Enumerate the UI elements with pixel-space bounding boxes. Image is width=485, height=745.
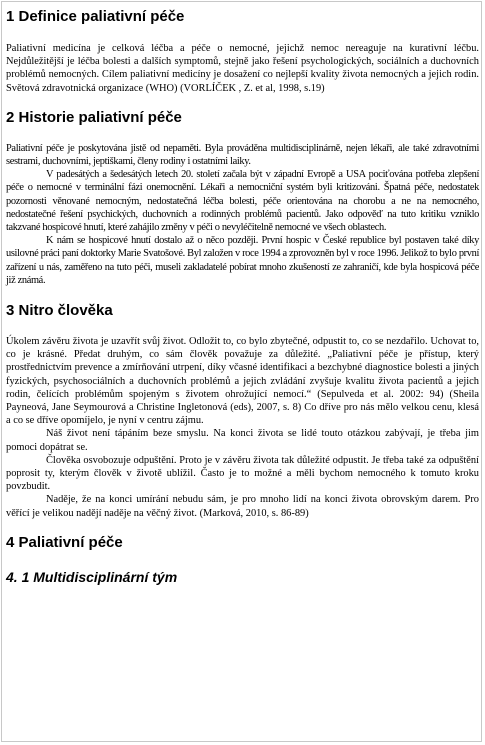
heading-definice: 1 Definice paliativní péče — [6, 8, 185, 25]
paragraph-nitro-2: Náš život není tápáním beze smyslu. Na konci života se lidé touto otázkou zabývají, je třeba jim pomoci dopátrat se. — [6, 428, 479, 453]
paragraph-nitro-3: Člověka osvobozuje odpuštění. Proto je v závěru života tak důležité odpustit. Je třeba také za odpuštění poprosit ty, kterým člověk v životě ublížil. Často je to možné a měli bychom nemocného k tomuto kroku povzbudit. — [6, 454, 479, 493]
document-page — [1, 1, 482, 742]
paragraph-historie-3: K nám se hospicové hnutí dostalo až o něco později. První hospic v České republice byl postaven také díky usilovné práci paní doktorky Marie Svatošové. Byl založen v roce 1994 a zprovozněn byl v roce 1996. Jelikož to bylo první zařízení u nás, zaměřeno na tuto péči, museli zakladatelé pobírat mnoho zkušeností ze zahraničí, kde byla hospicová péče již známá. — [6, 235, 479, 286]
document-content — [6, 8, 479, 586]
heading-nitro: 3 Nitro člověka — [6, 302, 113, 320]
heading-paliativni-pece: 4 Paliativní péče — [6, 533, 123, 551]
paragraph-nitro-1: Úkolem závěru života je uzavřít svůj život. Odložit to, co bylo zbytečné, odpustit to, co se nezdařilo. Uchovat to, co je krásné. Předat druhým, co sám člověk považuje za důležité. „Paliativní péče je přístup, který prostřednictvím prevence a zmírňování utrpení, díky včasné identifikaci a bezchybné diagnostice bolesti a jiných fyzických, psychosociálních a duchovních problémů a jejich zvládání zvyšuje kvalitu života pacientů a jejich rodin, čelících problémům spojeným s životem ohrožující nemocí.“ (Sepulveda et al. 2002: 94) (Sheila Payneová, Jane Seymourová a Christine Ingletonová (eds), 2007, s. 8) Co dříve pro nás mělo velkou cenu, klesá a co se dříve opomíjelo, je nyní v centru zájmu. — [6, 336, 479, 427]
heading-historie: 2 Historie paliativní péče — [6, 108, 182, 126]
paragraph-historie-1: Paliativní péče je poskytována jistě od nepaměti. Byla prováděna multidisciplinárně, nejen lékaři, ale také zdravotními sestrami, duchovními, jeptiškami, členy rodiny i ostatními laiky. — [6, 142, 479, 168]
subheading-multidisciplinarni-tym: 4. 1 Multidisciplinární tým — [6, 568, 178, 585]
paragraph-definice: Paliativní medicína je celková léčba a péče o nemocné, jejichž nemoc nereaguje na kurativní léčbu. Nejdůležitější je léčba bolesti a dalších symptomů, stejně jako řešení psychologických, sociálních a duchovních problémů nemocných. Cílem paliativní medicíny je dosažení co nejlepší kvality života nemocných a jejich rodin. Světová zdravotnická organizace (WHO) (VORLÍČEK , Z. et al, 1998, s.19) — [6, 43, 479, 94]
paragraph-historie-2: V padesátých a šedesátých letech 20. století začala být v západní Evropě a USA pociťována potřeba zlepšení péče o nemocné v terminální fázi onemocnění. Lékaři a nemocniční systém byli kritizováni. Špatná péče, nedostatek pozornosti věnované nemocným, nedostatečná léčba bolesti, péče orientována na chorobu a ne na nemocného, nedostatečné řešení psychických, duchovních a rodinných problémů pacientů. Jako odpověď na tuto kritiku vzniklo takzvané hospicové hnutí, které zahájilo změny v péči o nevyléčitelně nemocné ve všech oblastech. — [6, 169, 479, 234]
paragraph-nitro-4: Naděje, že na konci umírání nebudu sám, je pro mnoho lidí na konci života obrovským darem. Pro věřící je velikou nadějí naděje na věčný život. (Marková, 2010, s. 86-89) — [6, 494, 479, 519]
